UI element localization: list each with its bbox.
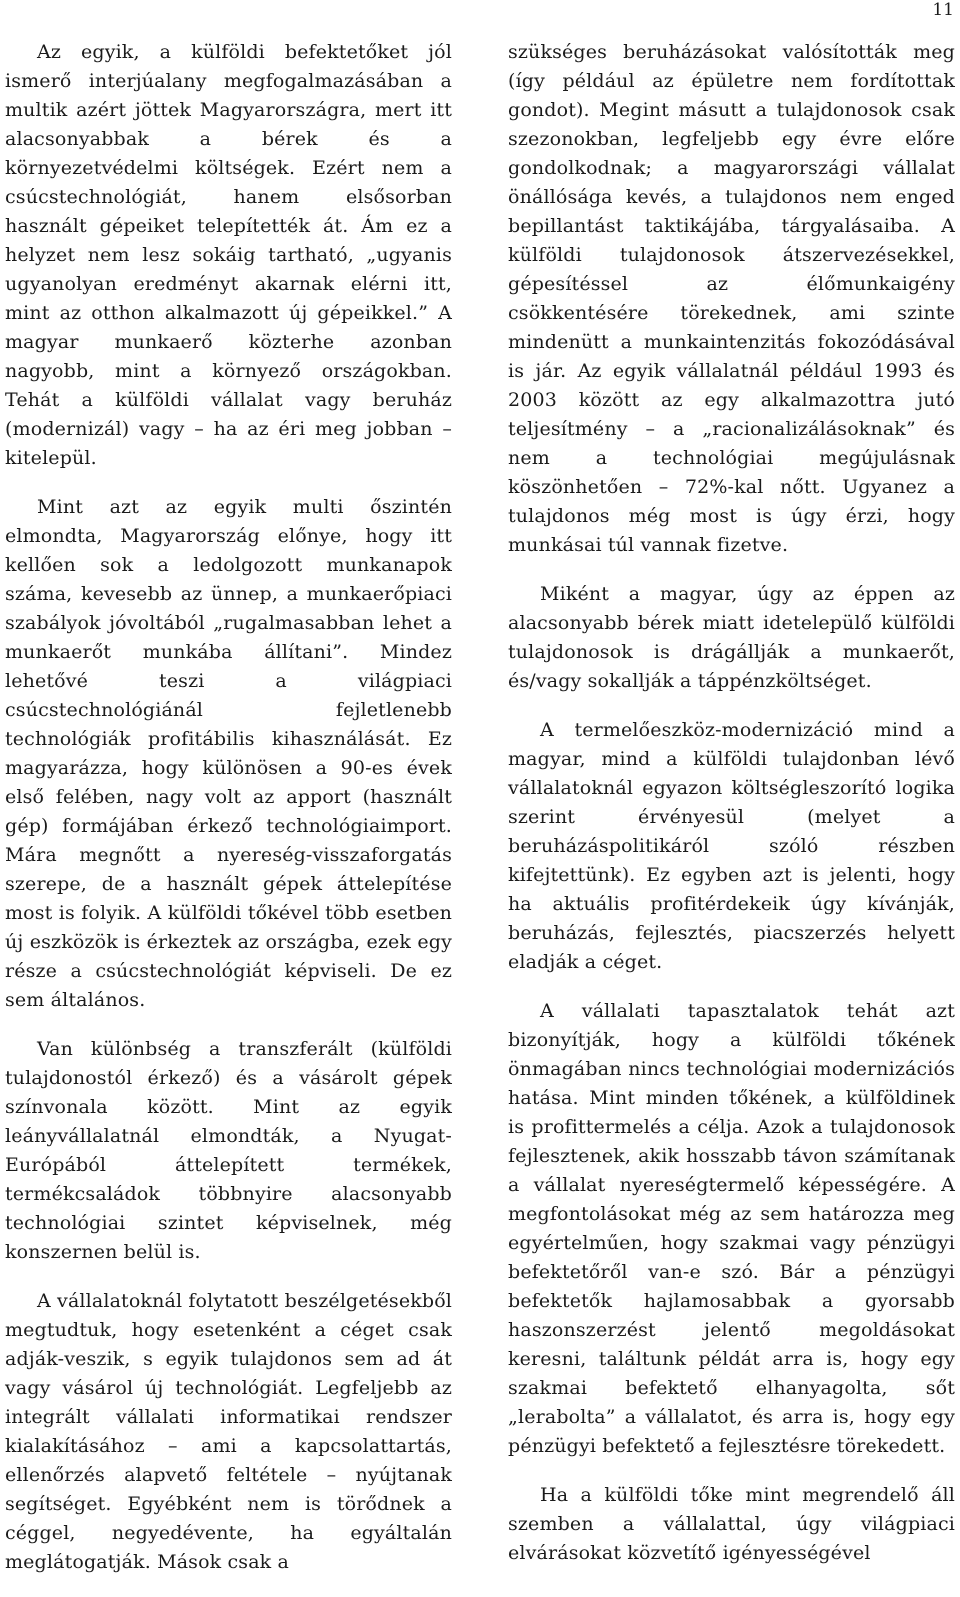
- paragraph: Az egyik, a külföldi befektetőket jól ismerő interjúalany megfogalmazásában a multik azért jöttek Magyarországra, mert itt alacsonyabbak a bérek és a környezetvédelmi költségek. Ezért nem a csúcstechnológiát, hanem elsősorban használt gépeiket telepítették át. Ám ez a helyzet nem lesz sokáig tartható, „ugyanis ugyanolyan eredményt akarnak elérni itt, mint az otthon alkalmazott új gépeikkel.” A magyar munkaerő közterhe azonban nagyobb, mint a környező országokban. Tehát a külföldi vállalat vagy beruház (modernizál) vagy – ha az éri meg jobban – kitelepül.: [5, 41, 452, 469]
- paragraph: Ha a külföldi tőke mint megrendelő áll szemben a vállalattal, úgy világpiaci elvárásokat közvetítő igényességével: [508, 1484, 955, 1564]
- paragraph: A vállalatoknál folytatott beszélgetésekből megtudtuk, hogy esetenként a céget csak adják-veszik, s egyik tulajdonos sem ad át vagy vásárol új technológiát. Legfeljebb az integrált vállalati informatikai rendszer kialakításához – ami a kapcsolattartás, ellenőrzés alapvető feltétele – nyújtanak segítséget. Egyébként nem is törődnek a céggel, negyedévente, ha egyáltalán meglátogatják. Mások csak a: [5, 1290, 453, 1573]
- page-number: 11: [932, 0, 954, 20]
- paragraph: A termelőeszköz-modernizáció mind a magyar, mind a külföldi tulajdonban lévő vállalatoknál egyazon költségleszorító logika szerint érvényesül (melyet a beruházáspolitikáról szóló részben kifejtettünk). Ez egyben azt is jelenti, hogy ha aktuális profitérdekeik úgy kívánják, beruházás, fejlesztés, piacszerzés helyett eladják a céget.: [508, 719, 955, 973]
- paragraph: A vállalati tapasztalatok tehát azt bizonyítják, hogy a külföldi tőkének önmagában nincs technológiai modernizációs hatása. Mint minden tőkének, a külföldinek is profittermelés a célja. Azok a tulajdonosok fejlesztenek, akik hosszabb távon számítanak a vállalat nyereségtermelő képességére. A megfontolásokat még az sem határozza meg egyértelműen, hogy szakmai vagy pénzügyi befektetőről van-e szó. Bár a pénzügyi befektetők hajlamosabbak a gyorsabb haszonszerzést jelentő megoldásokat keresni, találtunk példát arra is, hogy egy szakmai befektető elhanyagolta, sőt „lerabolta” a vállalatot, és arra is, hogy egy pénzügyi befektető a fejlesztésre törekedett.: [508, 1000, 955, 1457]
- paragraph: Mint azt az egyik multi őszintén elmondta, Magyarország előnye, hogy itt kellően sok a ledolgozott munkanapok száma, kevesebb az ünnep, a munkaerőpiaci szabályok jóvoltából „rugalmasabban lehet a munkaerőt munkába állítani”. Mindez lehetővé teszi a világpiaci csúcstechnológiánál fejletlenebb technológiák profitábilis kihasználását. Ez magyarázza, hogy különösen a 90-es évek első felében, nagy volt az apport (használt gép) formájában érkező technológiaimport. Mára megnőtt a nyereség-visszaforgatás szerepe, de a használt gépek áttelepítése most is folyik. A külföldi tőkével több esetben új eszközök is érkeztek az országba, ezek egy része a csúcstechnológiát képviseli. De ez sem általános.: [5, 496, 452, 1011]
- paragraph: szükséges beruházásokat valósították meg (így például az épületre nem fordítottak gondot). Megint másutt a tulajdonosok csak szezonokban, legfeljebb egy évre előre gondolkodnak; a magyarországi vállalat önállósága kevés, a tulajdonos nem enged bepillantást taktikájába, tárgyalásaiba. A külföldi tulajdonosok átszervezésekkel, gépesítéssel az élőmunkaigény csökkentésére törekednek, ami szinte mindenütt a munkaintenzitás fokozódásával is jár. Az egyik vállalatnál például 1993 és 2003 között az egy alkalmazottra jutó teljesítmény – a „racionalizálásoknak” és nem a technológiai megújulásnak köszönhetően – 72%-kal nőtt. Ugyanez a tulajdonos még most is úgy érzi, hogy munkásai túl vannak fizetve.: [508, 41, 955, 556]
- paragraph: Miként a magyar, úgy az éppen az alacsonyabb bérek miatt idetelepülő külföldi tulajdonosok is drágállják a munkaerőt, és/vagy sokallják a táppénzköltséget.: [508, 583, 955, 692]
- right-text-column: [508, 38, 955, 1588]
- paragraph: Van különbség a transzferált (külföldi tulajdonostól érkező) és a vásárolt gépek színvonala között. Mint az egyik leányvállalatnál elmondták, a Nyugat-Európából áttelepített termékek, termékcsaládok többnyire alacsonyabb technológiai szintet képviselnek, még konszernen belül is.: [5, 1038, 452, 1263]
- left-text-column: [5, 38, 452, 1597]
